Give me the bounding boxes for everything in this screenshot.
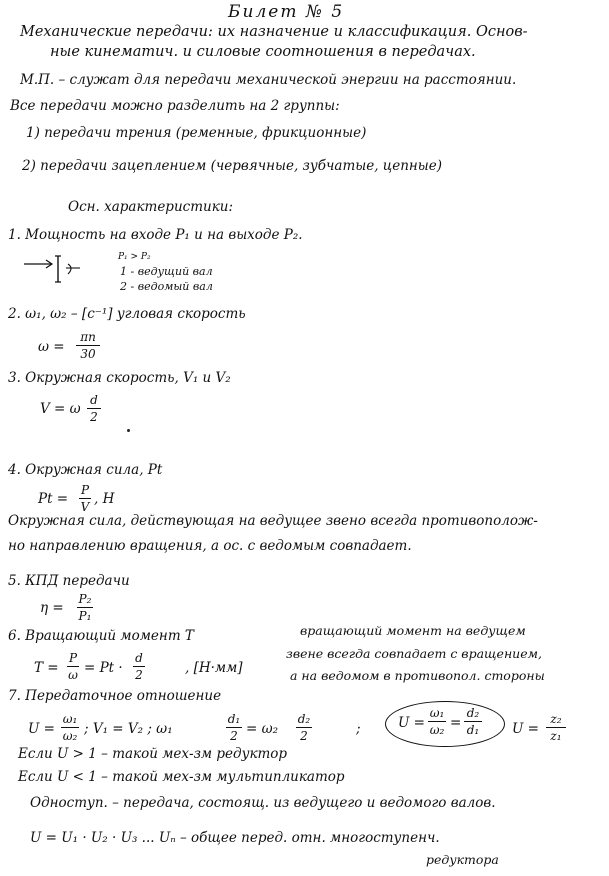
boxed-ratio-eq: = (450, 715, 462, 731)
item-7-text: 7. Передаточное отношение (8, 688, 222, 704)
legend-driven-shaft: 2 - ведомый вал (120, 280, 213, 293)
item-4-text: 4. Окружная сила, Pt (8, 462, 163, 478)
fraction-numerator: P₂ (78, 592, 92, 606)
boxed-ratio-fraction-2 (464, 707, 482, 736)
torque-note-2: звене всегда совпадает с вращением, (286, 646, 542, 661)
fraction-numerator: d₂ (297, 712, 311, 726)
intro-line-1: М.П. – служат для передачи механической энергии на расстоянии. (20, 72, 517, 88)
fraction-denominator: 2 (90, 410, 98, 424)
teeth-ratio-lhs: U = (512, 721, 539, 737)
fraction-denominator: 2 (300, 729, 308, 743)
characteristics-heading: Осн. характеристики: (68, 199, 234, 215)
boxed-ratio-fraction-1 (428, 707, 446, 736)
fraction-denominator: z₁ (550, 729, 562, 743)
ratio-eq-mid: = ω₂ (246, 721, 279, 737)
torque-note-3: а на ведомом в противопол. стороны (290, 668, 545, 683)
fraction-denominator: ω (68, 668, 78, 682)
velocity-formula-lhs: V = ω (40, 401, 81, 417)
legend-driving-shaft: 1 - ведущий вал (120, 265, 213, 278)
fraction-numerator: d (90, 393, 98, 407)
fraction-denominator: ω₂ (62, 729, 78, 743)
case-multiplier: Если U < 1 – такой мех-зм мультипликатор (18, 769, 345, 785)
fraction-numerator: P (80, 483, 90, 497)
fraction-numerator: z₂ (550, 712, 562, 726)
force-formula-units: , Н (94, 491, 115, 507)
torque-formula-lhs: T = (34, 660, 59, 676)
fraction-numerator: d₂ (466, 706, 480, 720)
case-reducer: Если U > 1 – такой мех-зм редуктор (18, 746, 288, 762)
force-description-2: но направлению вращения, а ос. с ведомым совпадает. (8, 538, 412, 554)
force-description-1: Окружная сила, действующая на ведущее звено всегда противополож- (8, 513, 538, 529)
force-formula-lhs: Pt = (38, 491, 69, 507)
intro-line-2: Все передачи можно разделить на 2 группы: (10, 98, 340, 114)
ratio-velocity-equality: ; V₁ = V₂ ; ω₁ (84, 721, 173, 737)
single-stage-definition: Одноступ. – передача, состоящ. из ведущего и ведомого валов. (30, 795, 496, 811)
fraction-denominator: 30 (80, 347, 96, 361)
ratio-fraction (61, 713, 79, 742)
teeth-ratio-fraction (546, 713, 566, 742)
fraction-denominator: d₁ (466, 723, 480, 737)
efficiency-formula-fraction (77, 593, 93, 622)
torque-formula-units: , [Н·мм] (185, 660, 243, 676)
torque-fraction-1 (67, 652, 79, 681)
ratio-d2-fraction (296, 713, 312, 742)
item-1-text: 1. Мощность на входе P₁ и на выходе P₂. (8, 227, 303, 243)
page-title: Билет № 5 (228, 2, 345, 22)
shaft-sketch-icon (22, 252, 82, 286)
fraction-numerator: ω₁ (429, 706, 445, 720)
fraction-denominator: 2 (135, 668, 143, 682)
boxed-ratio-lhs: U = (398, 715, 425, 731)
fraction-denominator: 2 (230, 729, 238, 743)
ratio-semicolon: ; (356, 721, 361, 737)
item-5-text: 5. КПД передачи (8, 573, 130, 589)
fraction-denominator: ω₂ (429, 723, 445, 737)
fraction-denominator: P₁ (78, 609, 92, 623)
efficiency-formula-lhs: η = (40, 600, 64, 616)
item-3-text: 3. Окружная скорость, V₁ и V₂ (8, 370, 231, 386)
item-6-text: 6. Вращающий момент T (8, 628, 194, 644)
group-1: 1) передачи трения (ременные, фрикционные) (26, 125, 367, 141)
ratio-formula-lhs: U = (28, 721, 55, 737)
item-2-text: 2. ω₁, ω₂ – [с⁻¹] угловая скорость (8, 306, 246, 322)
fraction-denominator: V (80, 500, 90, 514)
torque-note-1: вращающий момент на ведущем (300, 623, 526, 638)
ink-dot (127, 429, 130, 432)
group-2: 2) передачи зацеплением (червячные, зубчатые, цепные) (22, 158, 443, 174)
velocity-formula-fraction (87, 394, 101, 423)
topic-line-2: ные кинематич. и силовые соотношения в передачах. (50, 44, 476, 60)
sketch-note: P₁ > P₂ (118, 252, 151, 262)
omega-formula-fraction (76, 331, 100, 360)
fraction-numerator: πn (80, 330, 96, 344)
fraction-numerator: d (135, 651, 143, 665)
torque-fraction-2 (133, 652, 145, 681)
torque-formula-mid: = Pt · (84, 660, 123, 676)
multi-stage-ratio-continuation: редуктора (426, 852, 499, 867)
omega-formula-lhs: ω = (38, 339, 65, 355)
multi-stage-ratio: U = U₁ · U₂ · U₃ ... Uₙ – общее перед. отн. многоступенч. (30, 830, 440, 846)
force-formula-fraction (79, 484, 91, 513)
fraction-numerator: d₁ (227, 712, 241, 726)
fraction-numerator: ω₁ (62, 712, 78, 726)
fraction-numerator: P (68, 651, 78, 665)
ratio-d1-fraction (226, 713, 242, 742)
topic-line-1: Механические передачи: их назначение и классификация. Основ- (20, 24, 528, 40)
